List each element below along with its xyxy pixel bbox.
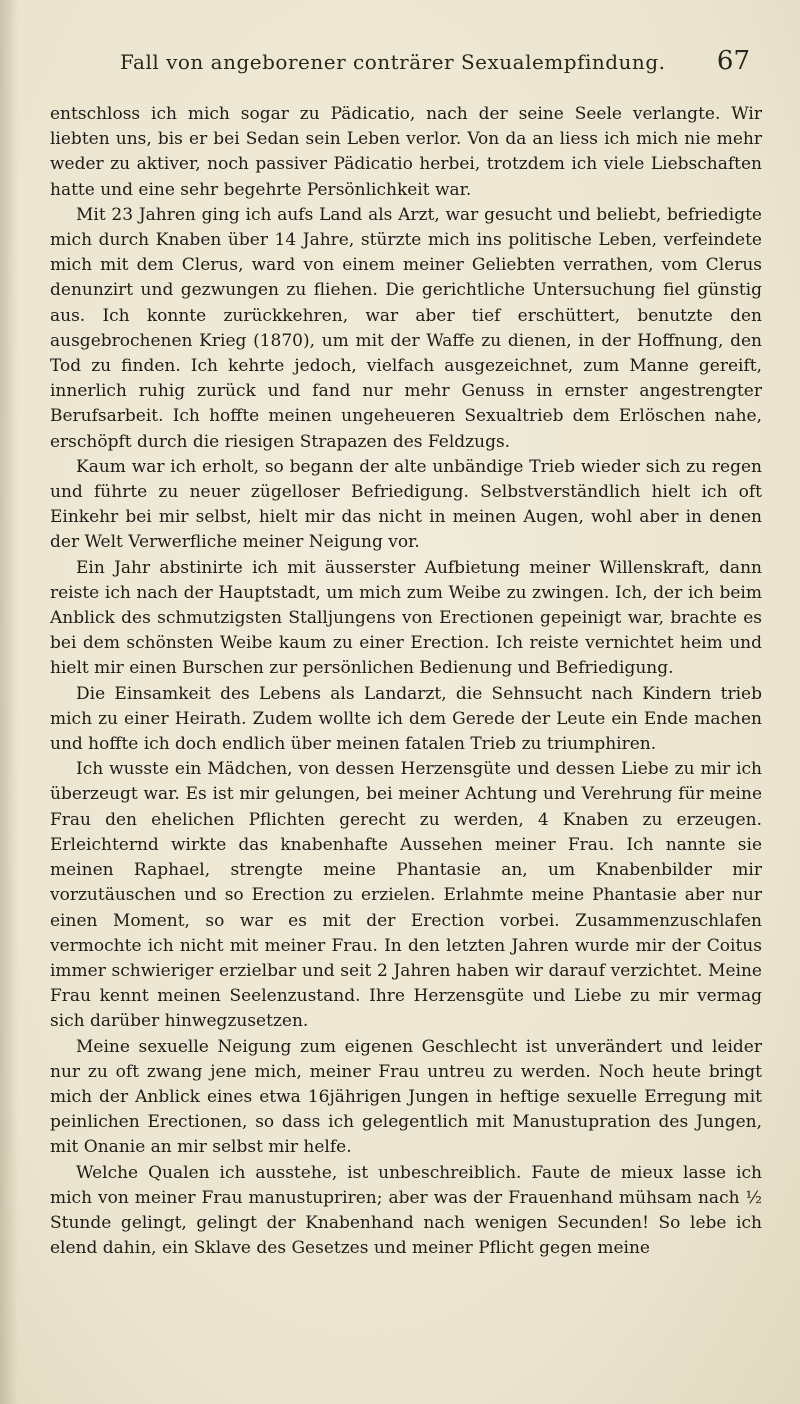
page-header [110, 46, 750, 90]
paragraph: Ich wusste ein Mädchen, von dessen Herzensgüte und dessen Liebe zu mir ich überzeugt war. Es ist mir gelungen, bei meiner Achtung und Verehrung für meine Frau den ehelichen Pflichten gerecht zu werden, 4 Knaben zu erzeugen. Erleichternd wirkte das knabenhafte Aussehen meiner Frau. Ich nannte sie meinen Raphael, strengte meine Phantasie an, um Knabenbilder mir vorzutäuschen und so Erection zu erzielen. Erlahmte meine Phantasie aber nur einen Moment, so war es mit der Erection vorbei. Zusammenzuschlafen vermochte ich nicht mit meiner Frau. In den letzten Jahren wurde mir der Coitus immer schwieriger erzielbar und seit 2 Jahren haben wir darauf verzichtet. Meine Frau kennt meinen Seelenzustand. Ihre Herzensgüte und Liebe zu mir vermag sich darüber hinwegzusetzen. [50, 759, 762, 1032]
body-text [50, 102, 762, 1261]
paragraph: Kaum war ich erholt, so begann der alte unbändige Trieb wieder sich zu regen und führte zu neuer zügelloser Befriedigung. Selbstverständlich hielt ich oft Einkehr bei mir selbst, hielt mir das nicht in meinen Augen, wohl aber in denen der Welt Verwerfliche meiner Neigung vor. [50, 456, 762, 553]
paragraph: Meine sexuelle Neigung zum eigenen Geschlecht ist unverändert und leider nur zu oft zwang jene mich, meiner Frau untreu zu werden. Noch heute bringt mich der Anblick eines etwa 16jährigen Jungen in heftige sexuelle Erregung mit peinlichen Erectionen, so dass ich gelegentlich mit Manustupration des Jungen, mit Onanie an mir selbst mir helfe. [50, 1036, 762, 1158]
page-gutter-shadow [0, 0, 18, 1404]
paragraph: Ein Jahr abstinirte ich mit äusserster Aufbietung meiner Willenskraft, dann reiste ich nach der Hauptstadt, um mich zum Weibe zu zwingen. Ich, der ich beim Anblick des schmutzigsten Stalljungens von Erectionen gepeinigt war, brachte es bei dem schönsten Weibe kaum zu einer Erection. Ich reiste vernichtet heim und hielt mir einen Burschen zur persönlichen Bedienung und Befriedigung. [50, 557, 762, 679]
page-number: 67 [716, 46, 750, 76]
paragraph: Mit 23 Jahren ging ich aufs Land als Arzt, war gesucht und beliebt, befriedigte mich durch Knaben über 14 Jahre, stürzte mich ins politische Leben, verfeindete mich mit dem Clerus, ward von einem meiner Geliebten verrathen, vom Clerus denunzirt und gezwungen zu fliehen. Die gerichtliche Untersuchung fiel günstig aus. Ich konnte zurückkehren, war aber tief erschüttert, benutzte den ausgebrochenen Krieg (1870), um mit der Waffe zu dienen, in der Hoffnung, den Tod zu finden. Ich kehrte jedoch, vielfach ausgezeichnet, zum Manne gereift, innerlich ruhig zurück und fand nur mehr Genuss in ernster angestrengter Berufsarbeit. Ich hoffte meinen ungeheueren Sexualtrieb dem Erlöschen nahe, erschöpft durch die riesigen Strapazen des Feldzugs. [50, 204, 762, 452]
paragraph-continued: entschloss ich mich sogar zu Pädicatio, nach der seine Seele verlangte. Wir liebten uns, bis er bei Sedan sein Leben verlor. Von da an liess ich mich nie mehr weder zu aktiver, noch passiver Pädicatio herbei, trotzdem ich viele Liebschaften hatte und eine sehr begehrte Persönlichkeit war. [50, 104, 762, 200]
running-title: Fall von angeborener conträrer Sexualempfindung. [120, 50, 666, 74]
paragraph: Die Einsamkeit des Lebens als Landarzt, die Sehnsucht nach Kindern trieb mich zu einer Heirath. Zudem wollte ich dem Gerede der Leute ein Ende machen und hoffte ich doch endlich über meinen fatalen Trieb zu triumphiren. [50, 683, 762, 755]
paragraph: Welche Qualen ich ausstehe, ist unbeschreiblich. Faute de mieux lasse ich mich von meiner Frau manustupriren; aber was der Frauenhand mühsam nach ½ Stunde gelingt, gelingt der Knabenhand nach wenigen Secunden! So lebe ich elend dahin, ein Sklave des Gesetzes und meiner Pflicht gegen meine [50, 1162, 762, 1259]
